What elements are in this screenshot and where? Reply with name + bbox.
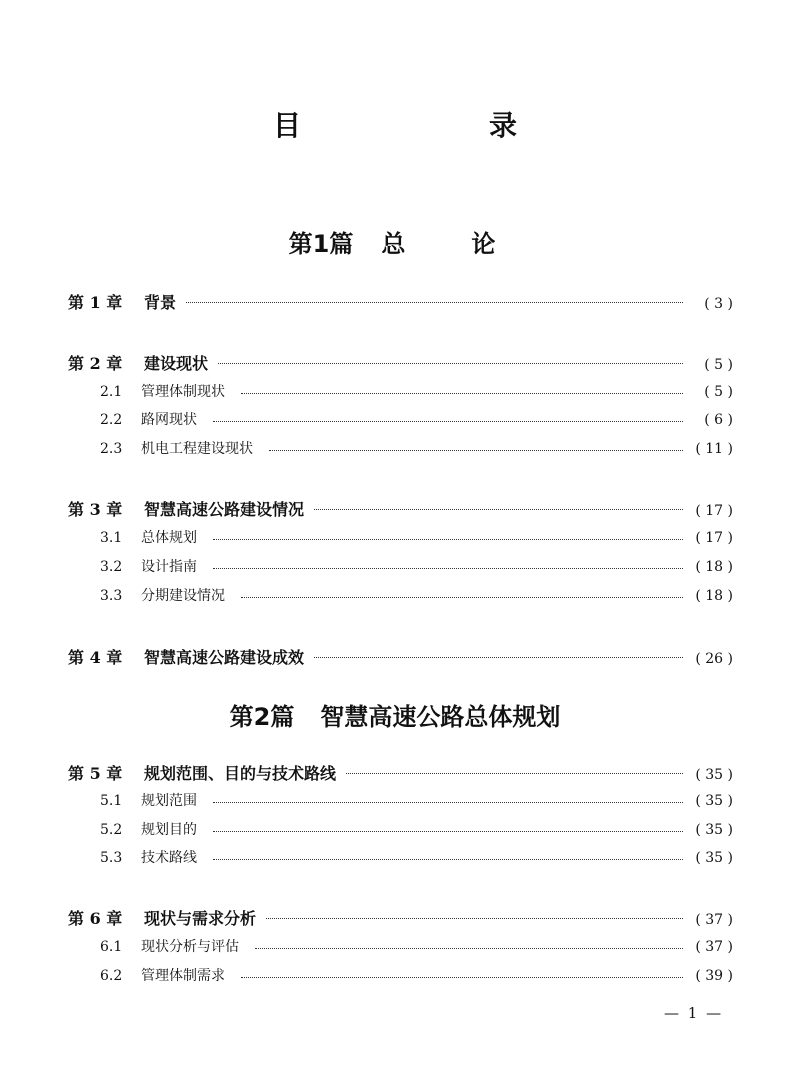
- section-title: 设计指南: [141, 559, 197, 575]
- page-reference: ( 39 ): [695, 968, 733, 984]
- section-title: 技术路线: [141, 850, 197, 866]
- part-label: 第2篇: [229, 703, 295, 731]
- section-title: 机电工程建设现状: [141, 441, 253, 457]
- chapter-number: 第 5 章: [68, 764, 123, 783]
- toc-section-6-2[interactable]: [100, 965, 733, 989]
- part-title: 总 论: [381, 230, 502, 258]
- page-reference: ( 37 ): [695, 939, 733, 955]
- toc-section-2-2[interactable]: [100, 409, 733, 433]
- page-reference: ( 35 ): [695, 793, 733, 809]
- dot-leader: [213, 831, 683, 832]
- page-reference: ( 18 ): [695, 559, 733, 575]
- section-title: 管理体制现状: [141, 384, 225, 400]
- section-title: 规划目的: [141, 822, 197, 838]
- part-title: 智慧高速公路总体规划: [320, 703, 561, 731]
- toc-chapter-5[interactable]: [68, 761, 733, 785]
- chapter-title: 规划范围、目的与技术路线: [144, 764, 337, 783]
- page-reference: ( 6 ): [704, 412, 733, 428]
- section-number: 2.2: [100, 412, 123, 428]
- page-reference: ( 5 ): [704, 384, 733, 400]
- part-heading-2: [0, 701, 790, 733]
- section-number: 5.1: [100, 793, 123, 809]
- dot-leader: [241, 597, 683, 598]
- toc-section-3-1[interactable]: [100, 527, 733, 551]
- chapter-number: 第 1 章: [68, 293, 123, 312]
- section-number: 6.2: [100, 968, 123, 984]
- page-title: 目 录: [272, 109, 561, 142]
- chapter-number: 第 4 章: [68, 648, 123, 667]
- page-reference: ( 26 ): [695, 651, 733, 667]
- chapter-number: 第 6 章: [68, 909, 123, 928]
- section-number: 6.1: [100, 939, 123, 955]
- chapter-title: 建设现状: [144, 354, 209, 373]
- dot-leader: [213, 568, 683, 569]
- section-title: 分期建设情况: [141, 588, 225, 604]
- toc-section-5-3[interactable]: [100, 847, 733, 871]
- page-reference: ( 35 ): [695, 850, 733, 866]
- section-number: 2.3: [100, 441, 123, 457]
- section-number: 2.1: [100, 384, 123, 400]
- page-reference: ( 35 ): [695, 767, 733, 783]
- dot-leader: [314, 509, 683, 510]
- chapter-title: 背景: [144, 293, 177, 312]
- section-number: 5.2: [100, 822, 123, 838]
- page-reference: ( 35 ): [695, 822, 733, 838]
- dot-leader: [266, 918, 683, 919]
- toc-chapter-4[interactable]: [68, 645, 733, 669]
- toc-section-2-1[interactable]: [100, 381, 733, 405]
- page-reference: ( 18 ): [695, 588, 733, 604]
- chapter-number: 第 3 章: [68, 500, 123, 519]
- section-title: 现状分析与评估: [141, 939, 239, 955]
- page-reference: ( 17 ): [695, 530, 733, 546]
- part-label: 第1篇: [288, 230, 354, 258]
- chapter-number: 第 2 章: [68, 354, 123, 373]
- page-reference: ( 17 ): [695, 503, 733, 519]
- toc-chapter-2[interactable]: [68, 351, 733, 375]
- toc-section-5-2[interactable]: [100, 819, 733, 843]
- dot-leader: [213, 539, 683, 540]
- chapter-title: 智慧高速公路建设成效: [144, 648, 305, 667]
- page-reference: ( 5 ): [704, 357, 733, 373]
- dot-leader: [213, 859, 683, 860]
- page-reference: ( 37 ): [695, 912, 733, 928]
- toc-section-6-1[interactable]: [100, 936, 733, 960]
- chapter-title: 智慧高速公路建设情况: [144, 500, 305, 519]
- dot-leader: [213, 802, 683, 803]
- section-title: 路网现状: [141, 412, 197, 428]
- section-number: 5.3: [100, 850, 123, 866]
- section-title: 规划范围: [141, 793, 197, 809]
- dot-leader: [218, 363, 683, 364]
- part-heading-1: [0, 228, 790, 260]
- section-number: 3.3: [100, 588, 123, 604]
- toc-chapter-6[interactable]: [68, 906, 733, 930]
- toc-section-2-3[interactable]: [100, 438, 733, 462]
- section-number: 3.2: [100, 559, 123, 575]
- dot-leader: [346, 773, 683, 774]
- dot-leader: [269, 450, 683, 451]
- dot-leader: [213, 421, 683, 422]
- section-number: 3.1: [100, 530, 123, 546]
- chapter-title: 现状与需求分析: [144, 909, 257, 928]
- toc-chapter-1[interactable]: [68, 290, 733, 314]
- page-reference: ( 3 ): [704, 296, 733, 312]
- section-title: 管理体制需求: [141, 968, 225, 984]
- toc-section-3-3[interactable]: [100, 585, 733, 609]
- section-title: 总体规划: [141, 530, 197, 546]
- dot-leader: [255, 948, 683, 949]
- toc-section-3-2[interactable]: [100, 556, 733, 580]
- dot-leader: [186, 302, 683, 303]
- toc-section-5-1[interactable]: [100, 790, 733, 814]
- dot-leader: [241, 977, 683, 978]
- toc-chapter-3[interactable]: [68, 497, 733, 521]
- page-number: — 1 —: [664, 1004, 724, 1022]
- dot-leader: [241, 393, 683, 394]
- dot-leader: [314, 657, 683, 658]
- page-reference: ( 11 ): [695, 441, 733, 457]
